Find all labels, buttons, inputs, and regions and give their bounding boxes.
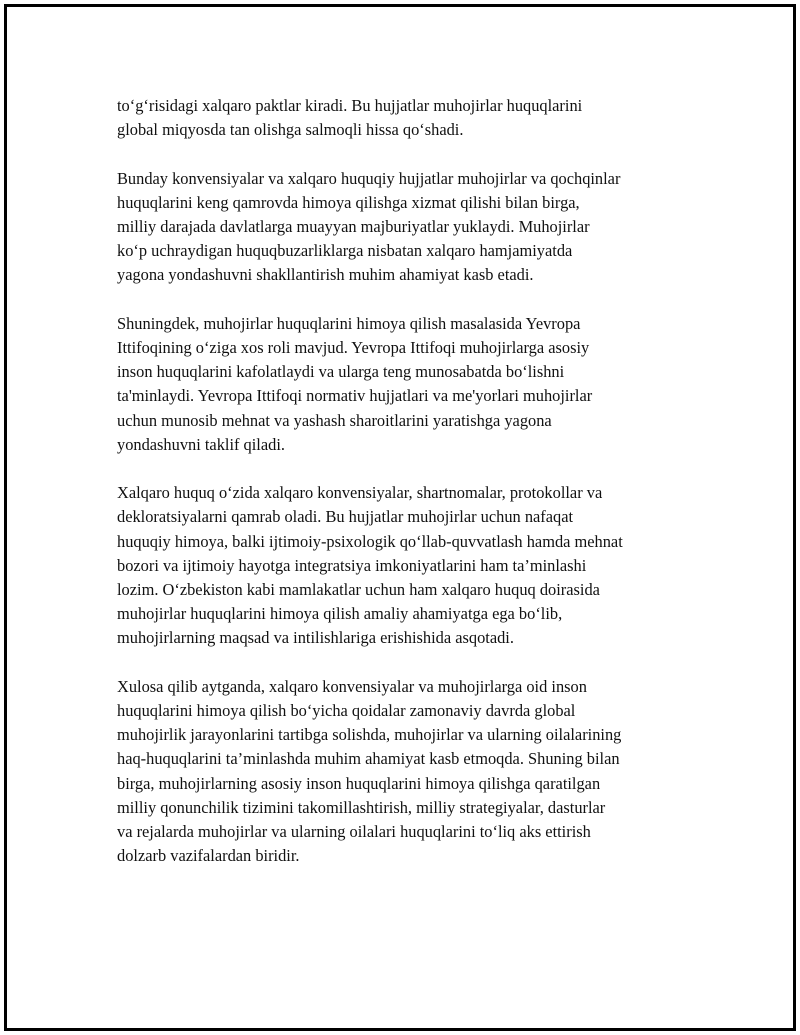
text-line: ta'minlaydi. Yevropa Ittifoqi normativ hujjatlari va me'yorlari muhojirlar (117, 386, 593, 406)
text-line: ko‘p uchraydigan huquqbuzarliklarga nisbatan xalqaro hamjamiyatda (117, 241, 573, 261)
text-line: huquqlarini keng qamrovda himoya qilishga xizmat qilishi bilan birga, (117, 192, 580, 212)
text-line: huquqlarini himoya qilish bo‘yicha qoidalar zamonaviy davrda global (117, 701, 576, 721)
text-line: Xalqaro huquq o‘zida xalqaro konvensiyalar, shartnomalar, protokollar va (117, 483, 603, 503)
paragraph-5 (117, 675, 689, 869)
paragraph-1 (117, 94, 689, 142)
text-line: milliy darajada davlatlarga muayyan majburiyatlar yuklaydi. Muhojirlar (117, 217, 590, 236)
text-line: Ittifoqining o‘ziga xos roli mavjud. Yevropa Ittifoqi muhojirlarga asosiy (117, 338, 590, 357)
text-line: to‘g‘risidagi xalqaro paktlar kiradi. Bu hujjatlar muhojirlar huquqlarini (117, 96, 583, 115)
text-line: yondashuvni taklif qiladi. (117, 434, 285, 454)
text-line: milliy qonunchilik tizimini takomillashtirish, milliy strategiyalar, dasturlar (117, 797, 606, 817)
text-line: birga, muhojirlarning asosiy inson huquqlarini himoya qilishga qaratilgan (117, 773, 601, 793)
text-line: muhojirlik jarayonlarini tartibga solishda, muhojirlar va ularning oilalarining (117, 725, 622, 745)
text-line: lozim. O‘zbekiston kabi mamlakatlar uchun ham xalqaro huquq doirasida (117, 580, 600, 600)
text-line: dekloratsiyalarni qamrab oladi. Bu hujjatlar muhojirlar uchun nafaqat (117, 507, 574, 527)
text-line: dolzarb vazifalardan biridir. (117, 846, 300, 866)
text-line: yagona yondashuvni shakllantirish muhim ahamiyat kasb etadi. (117, 265, 534, 285)
text-line: global miqyosda tan olishga salmoqli hissa qo‘shadi. (117, 120, 464, 140)
text-line: muhojirlarning maqsad va intilishlariga erishishida asqotadi. (117, 628, 514, 648)
text-line: haq-huquqlarini ta’minlashda muhim ahamiyat kasb etmoqda. Shuning bilan (117, 749, 620, 769)
paragraph-3 (117, 312, 689, 457)
text-line: bozori va ijtimoiy hayotga integratsiya imkoniyatlarini ham ta’minlashi (117, 555, 587, 575)
text-line: muhojirlar huquqlarini himoya qilish amaliy ahamiyatga ega bo‘lib, (117, 604, 563, 624)
text-line: huquqiy himoya, balki ijtimoiy-psixologik qo‘llab-quvvatlash hamda mehnat (117, 531, 623, 551)
text-line: Shuningdek, muhojirlar huquqlarini himoya qilish masalasida Yevropa (117, 313, 581, 333)
paragraph-4 (117, 481, 689, 650)
paragraph-2 (117, 167, 689, 288)
text-line: uchun munosib mehnat va yashash sharoitlarini yaratishga yagona (117, 410, 552, 430)
text-line: Bunday konvensiyalar va xalqaro huquqiy hujjatlar muhojirlar va qochqinlar (117, 168, 621, 188)
text-line: inson huquqlarini kafolatlaydi va ularga teng munosabatda bo‘lishni (117, 362, 565, 382)
text-line: Xulosa qilib aytganda, xalqaro konvensiyalar va muhojirlarga oid inson (117, 676, 587, 696)
text-line: va rejalarda muhojirlar va ularning oilalari huquqlarini to‘liq aks ettirish (117, 822, 591, 842)
document-body (117, 94, 689, 893)
